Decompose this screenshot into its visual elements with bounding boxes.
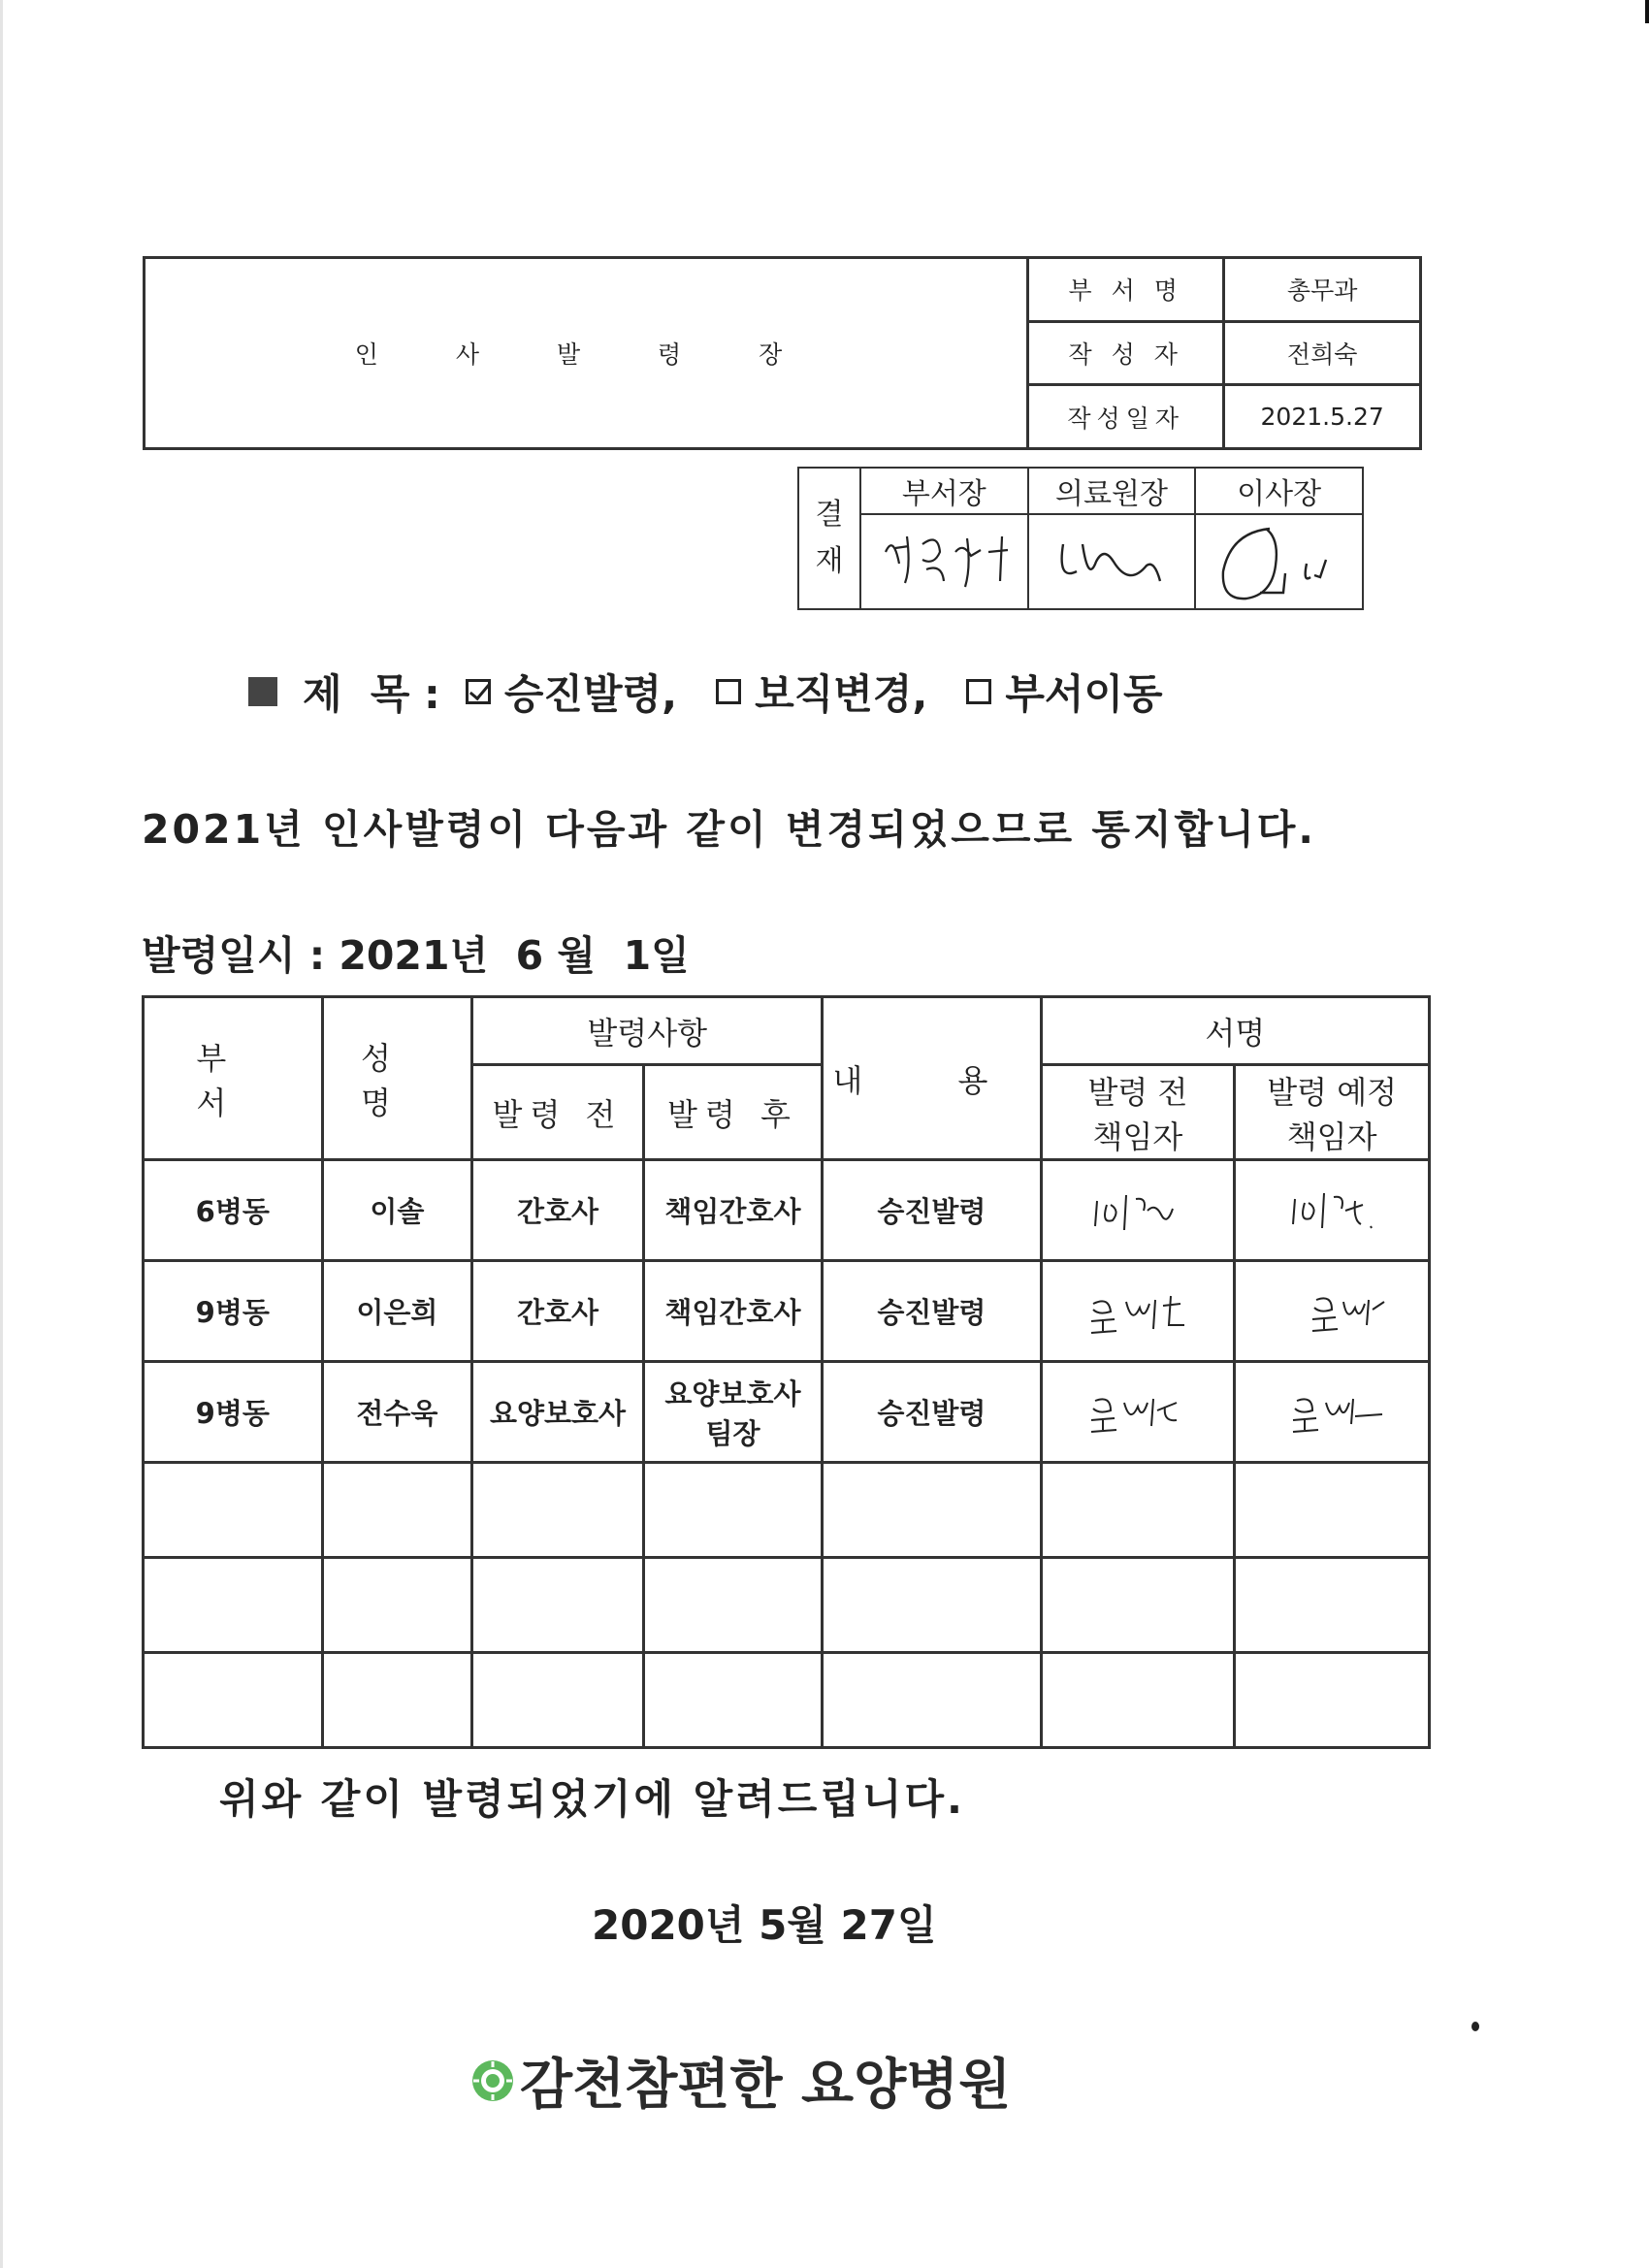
table-row-empty <box>144 1463 1430 1558</box>
header-sign-before-line1: 발령 전 <box>1087 1073 1188 1111</box>
header-dept: 부 서 <box>144 997 323 1160</box>
approval-side-label <box>798 468 860 609</box>
author-value: 전희숙 <box>1224 321 1421 385</box>
option-promotion: 승진발령, <box>503 670 678 718</box>
personnel-table <box>142 995 1431 1749</box>
header-sign-after <box>1235 1065 1430 1160</box>
cell-content: 승진발령 <box>823 1261 1041 1362</box>
cell-content: 승진발령 <box>823 1362 1041 1463</box>
notice-text: 2021년 인사발령이 다음과 같이 변경되었으므로 통지합니다. <box>142 806 1316 853</box>
cell-after <box>643 1362 822 1463</box>
bullet-square-icon <box>248 677 277 706</box>
checkbox-icon[interactable] <box>716 679 741 704</box>
option-position-change: 보직변경, <box>755 670 928 718</box>
header-sign-before <box>1041 1065 1235 1160</box>
cell-before: 간호사 <box>472 1261 643 1362</box>
header-sign-before-line2: 책임자 <box>1092 1118 1183 1155</box>
signature-chairman <box>1195 514 1363 609</box>
cell-content: 승진발령 <box>823 1160 1041 1261</box>
closing-text: 위와 같이 발령되었기에 알려드립니다. <box>219 1775 965 1823</box>
cell-name: 이솔 <box>322 1160 472 1261</box>
table-row <box>144 1362 1430 1463</box>
cell-name: 전수욱 <box>322 1362 472 1463</box>
header-before: 발령 전 <box>472 1065 643 1160</box>
role-chairman: 이사장 <box>1195 468 1363 514</box>
document-header <box>143 256 1422 450</box>
document-title: 인 사 발 령 장 <box>145 258 1028 449</box>
approval-side-char-1: 결 <box>815 498 844 532</box>
role-medical-director: 의료원장 <box>1028 468 1196 514</box>
scan-speck <box>1471 2022 1479 2031</box>
dept-label: 부 서 명 <box>1028 258 1224 322</box>
role-dept-head: 부서장 <box>860 468 1028 514</box>
cell-before: 요양보호사 <box>472 1362 643 1463</box>
cell-sign-before <box>1041 1261 1235 1362</box>
signature-dept-head <box>860 514 1028 609</box>
cell-after: 책임간호사 <box>643 1261 822 1362</box>
table-row-empty <box>144 1653 1430 1748</box>
hospital-logo-icon <box>469 2057 516 2104</box>
cell-sign-after <box>1235 1160 1430 1261</box>
header-content: 내 용 <box>823 997 1041 1160</box>
table-row-empty <box>144 1558 1430 1653</box>
issue-date: 2020년 5월 27일 <box>592 1901 937 1949</box>
option-dept-transfer: 부서이동 <box>1005 670 1163 718</box>
cell-after: 책임간호사 <box>643 1160 822 1261</box>
date-label: 작성일자 <box>1028 385 1224 449</box>
header-sign-after-line1: 발령 예정 <box>1267 1073 1398 1111</box>
cell-name: 이은희 <box>322 1261 472 1362</box>
approval-box <box>797 467 1364 610</box>
checkbox-icon[interactable] <box>966 679 991 704</box>
approval-side-char-2: 재 <box>815 544 844 578</box>
cell-dept: 9병동 <box>144 1261 323 1362</box>
signature-medical-director <box>1028 514 1196 609</box>
cell-dept: 6병동 <box>144 1160 323 1261</box>
cell-after-line2: 팀장 <box>705 1416 760 1450</box>
header-signature: 서명 <box>1041 997 1429 1065</box>
checkbox-checked-icon[interactable] <box>466 679 491 704</box>
cell-sign-after <box>1235 1362 1430 1463</box>
header-sign-after-line2: 책임자 <box>1286 1118 1377 1155</box>
organization <box>469 2042 1011 2120</box>
scan-edge-mark <box>1645 0 1649 23</box>
header-order: 발령사항 <box>472 997 823 1065</box>
cell-before: 간호사 <box>472 1160 643 1261</box>
cell-sign-after <box>1235 1261 1430 1362</box>
header-name: 성 명 <box>322 997 472 1160</box>
subject-line <box>248 663 1163 721</box>
author-label: 작 성 자 <box>1028 321 1224 385</box>
cell-sign-before <box>1041 1160 1235 1261</box>
table-row <box>144 1160 1430 1261</box>
scan-edge <box>0 0 3 2268</box>
date-value: 2021.5.27 <box>1224 385 1421 449</box>
header-after: 발령 후 <box>643 1065 822 1160</box>
organization-name: 감천참편한 요양병원 <box>520 2054 1012 2117</box>
subject-label: 제 목 : <box>303 670 440 718</box>
dept-value: 총무과 <box>1224 258 1421 322</box>
cell-dept: 9병동 <box>144 1362 323 1463</box>
effective-date: 발령일시 : 2021년 6 월 1일 <box>142 932 690 979</box>
table-row <box>144 1261 1430 1362</box>
cell-after-line1: 요양보호사 <box>664 1377 801 1410</box>
cell-sign-before <box>1041 1362 1235 1463</box>
